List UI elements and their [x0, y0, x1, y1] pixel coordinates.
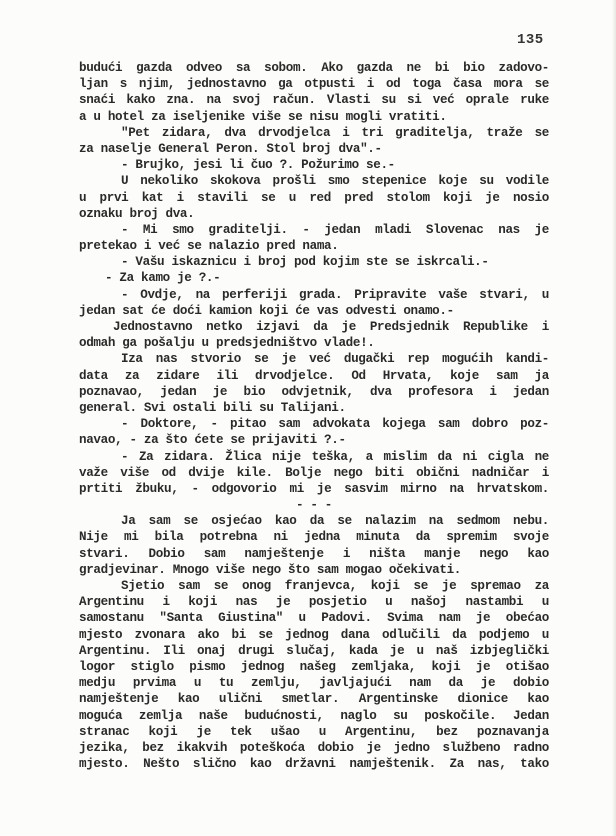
- text-line: Argentinu. Ili onaj drugi slučaj, kada je u naš izbjeglički: [79, 643, 549, 658]
- text-line: snaći kako zna. na svoj račun. Vlasti su si već oprale ruke: [79, 93, 549, 108]
- text-line: poznavao, jedan je bio odvjetnik, dva profesora i jedan: [79, 384, 549, 399]
- text-line: U nekoliko skokova prošli smo stepenice koje su vodile: [121, 174, 549, 189]
- text-line: prtiti žbuku, - odgovorio mi je sasvim mirno na hrvatskom.: [79, 481, 549, 496]
- text-line: moguća zemlja naše budućnosti, naglo su poskočile. Jedan: [79, 708, 549, 723]
- text-line: stranac koji je tek ušao u Argentinu, bez poznavanja: [79, 724, 549, 739]
- text-line: gradjevinar. Mnogo više nego što sam mogao očekivati.: [79, 562, 461, 577]
- text-line: jedan sat će doći kamion koji će vas odvesti onamo.-: [79, 303, 454, 318]
- text-line: logor stiglo pismo jednog našeg zemljaka, koji je otišao: [79, 659, 549, 674]
- text-line: - Mi smo graditelji. - jedan mladi Slovenac nas je: [121, 222, 549, 237]
- text-line: Ja sam se osjećao kao da se nalazim na sedmom nebu.: [121, 514, 549, 529]
- text-line: samostanu "Santa Giustina" u Padovi. Svima nam je obećao: [79, 611, 549, 626]
- text-line: - Za zidara. Žlica nije teška, a mislim da ni cigla ne: [121, 449, 549, 464]
- text-line: namještenje kao ulični smetlar. Argentinske dionice kao: [79, 692, 549, 707]
- text-line: mjesto. Nešto slično kao državni namještenik. Za nas, tako: [79, 757, 549, 772]
- text-line: jezika, bez ikakvih poteškoća dobio je jedno službeno radno: [79, 740, 549, 755]
- text-line: general. Svi ostali bili su Talijani.: [79, 400, 346, 415]
- text-line: ljan s njim, jednostavno ga otpusti i od toga časa mora se: [79, 77, 549, 92]
- text-line: za naselje General Peron. Stol broj dva".-: [79, 141, 382, 156]
- text-line: - Doktore, - pitao sam advokata kojega sam dobro poz-: [121, 417, 549, 432]
- text-line: budući gazda odveo sa sobom. Ako gazda ne bi bio zadovo-: [79, 61, 549, 75]
- text-line: Iza nas stvorio se je već dugački rep mogućih kandi-: [121, 352, 549, 367]
- text-line: mjesto zvonara ako bi se jednog dana odlučili da podjemo u: [79, 627, 549, 642]
- text-line: stvari. Dobio sam namještenje i ništa manje nego kao: [79, 546, 549, 561]
- section-separator: - - -: [295, 498, 333, 513]
- body-text: [79, 60, 549, 772]
- text-line: - Brujko, jesi li čuo ?. Požurimo se.-: [121, 158, 395, 173]
- text-line: važe više od dvije kile. Bolje nego biti obični nadničar i: [79, 465, 549, 480]
- text-line: u prvi kat i stavili se u red pred stolom koji je nosio: [79, 190, 549, 205]
- text-line: - Vašu iskaznicu i broj pod kojim ste se iskrcali.-: [121, 255, 489, 270]
- page-edge-shadow: [612, 0, 616, 836]
- text-line: Jednostavno netko izjavi da je Predsjednik Republike i: [113, 320, 549, 334]
- text-line: - Ovdje, na perferiji grada. Pripravite vaše stvari, u: [121, 287, 549, 302]
- text-line: odmah ga pošalju u predsjedništvo vlade!.: [79, 336, 375, 351]
- text-line: data za zidare ili drvodjelce. Od Hrvata, koje sam ja: [79, 368, 549, 383]
- text-line: medju prvima u tu zemlju, javljajući nam da je dobio: [79, 676, 549, 691]
- text-line: a u hotel za iseljenike više se nisu mogli vratiti.: [79, 109, 447, 124]
- text-line: pretekao i već se nalazio pred nama.: [79, 239, 339, 254]
- text-line: oznaku broj dva.: [79, 206, 195, 221]
- text-line: Sjetio sam se onog franjevca, koji se je spremao za: [121, 579, 549, 593]
- text-line: "Pet zidara, dva drvodjelca i tri graditelja, traže se: [121, 125, 549, 140]
- text-line: navao, - za što ćete se prijaviti ?.-: [79, 433, 346, 448]
- page-number: 135: [517, 32, 544, 48]
- text-line: Nije mi bila potrebna ni jedna minuta da spremim svoje: [79, 530, 549, 545]
- text-line: Argentinu i koji nas je posjetio u našoj nastambi u: [79, 595, 549, 610]
- text-line: - Za kamo je ?.-: [105, 271, 221, 286]
